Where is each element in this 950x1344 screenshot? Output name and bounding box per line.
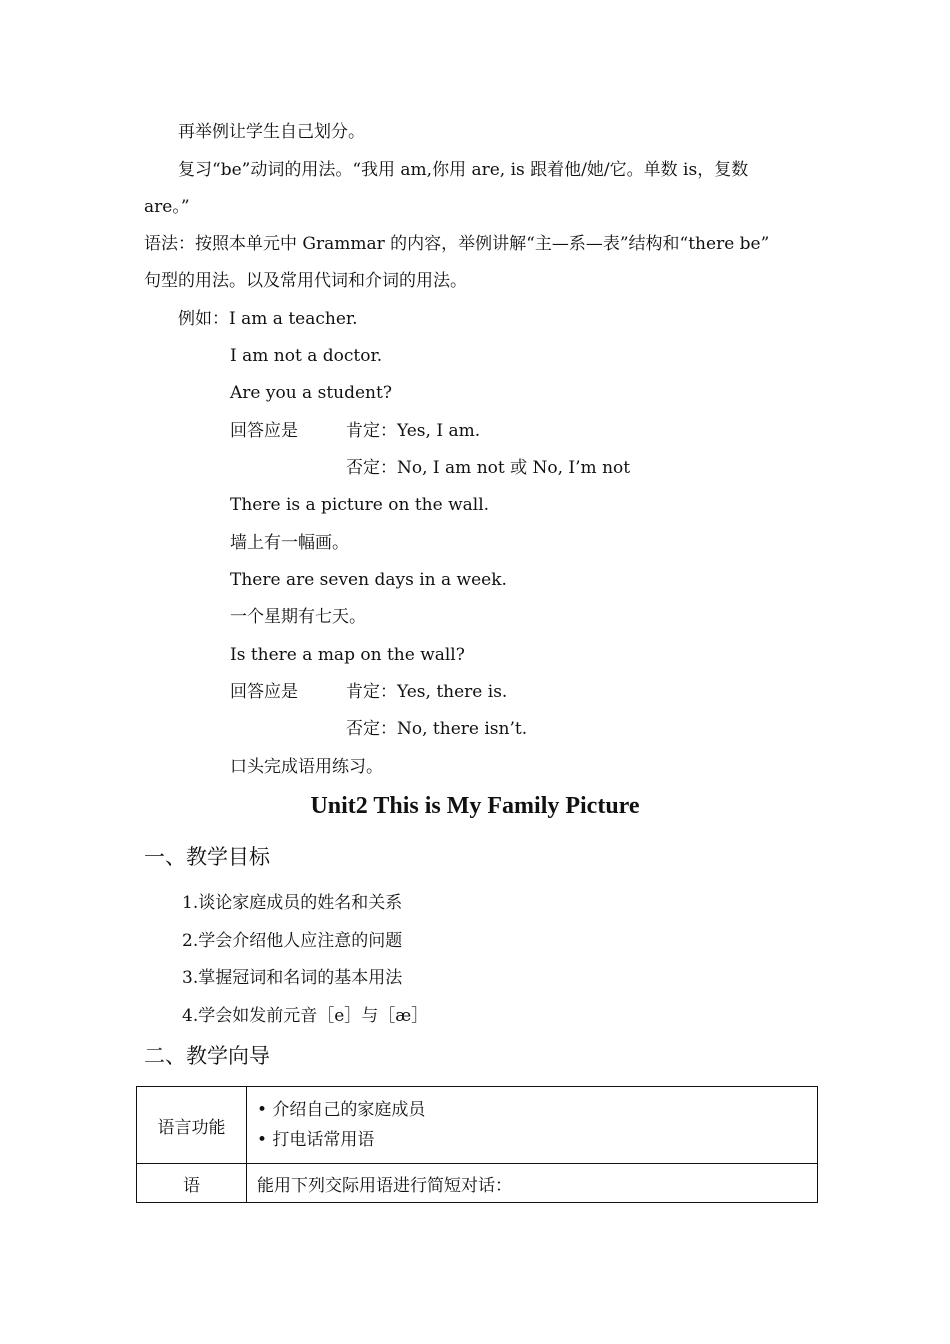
objective-item: 4.学会如发前元音［e］与［æ］ [182,1006,429,1026]
text-line: Are you a student? [230,383,392,403]
table-cell-label: 语 [137,1164,247,1203]
text-line: 肯定：Yes, I am. [346,421,481,441]
text-line: 否定：No, there isn’t. [346,719,528,739]
section-heading: 二、教学向导 [144,1044,270,1068]
bullet-item: • 介绍自己的家庭成员 [257,1100,426,1120]
text-line: 墙上有一幅画。 [230,533,349,553]
unit-title: Unit2 This is My Family Picture [310,793,640,819]
table-cell-label: 语言功能 [137,1087,247,1164]
text-line: 再举例让学生自己划分。 [178,122,365,142]
text-line: 回答应是 [230,682,298,702]
text-line: 回答应是 [230,421,298,441]
bullet-item: • 打电话常用语 [257,1130,375,1150]
text-line: 复习“be”动词的用法。“我用 am,你用 are, is 跟着他/她/它。单数 is，复数 [178,160,749,180]
text-line: 口头完成语用练习。 [230,757,383,777]
guide-table [136,1086,818,1203]
objective-item: 2.学会介绍他人应注意的问题 [182,931,403,951]
table-cell-content [247,1087,818,1164]
text-line: There is a picture on the wall. [230,495,490,515]
text-line: 否定：No, I am not 或 No, I’m not [346,458,631,478]
text-line: Is there a map on the wall? [230,645,465,665]
text-line: 句型的用法。以及常用代词和介词的用法。 [144,271,467,291]
table-row [137,1164,818,1203]
text-line: 例如：I am a teacher. [178,309,358,329]
objective-item: 3.掌握冠词和名词的基本用法 [182,968,403,988]
section-heading: 一、教学目标 [144,845,270,869]
table-row [137,1087,818,1164]
text-line: are。” [144,197,190,217]
text-line: I am not a doctor. [230,346,383,366]
text-line: 一个星期有七天。 [230,607,366,627]
text-line: 肯定：Yes, there is. [346,682,508,702]
objective-item: 1.谈论家庭成员的姓名和关系 [182,893,403,913]
text-line: 语法：按照本单元中 Grammar 的内容，举例讲解“主—系—表”结构和“there be” [144,234,770,254]
table-cell-content: 能用下列交际用语进行简短对话： [247,1164,818,1203]
text-line: There are seven days in a week. [230,570,507,590]
